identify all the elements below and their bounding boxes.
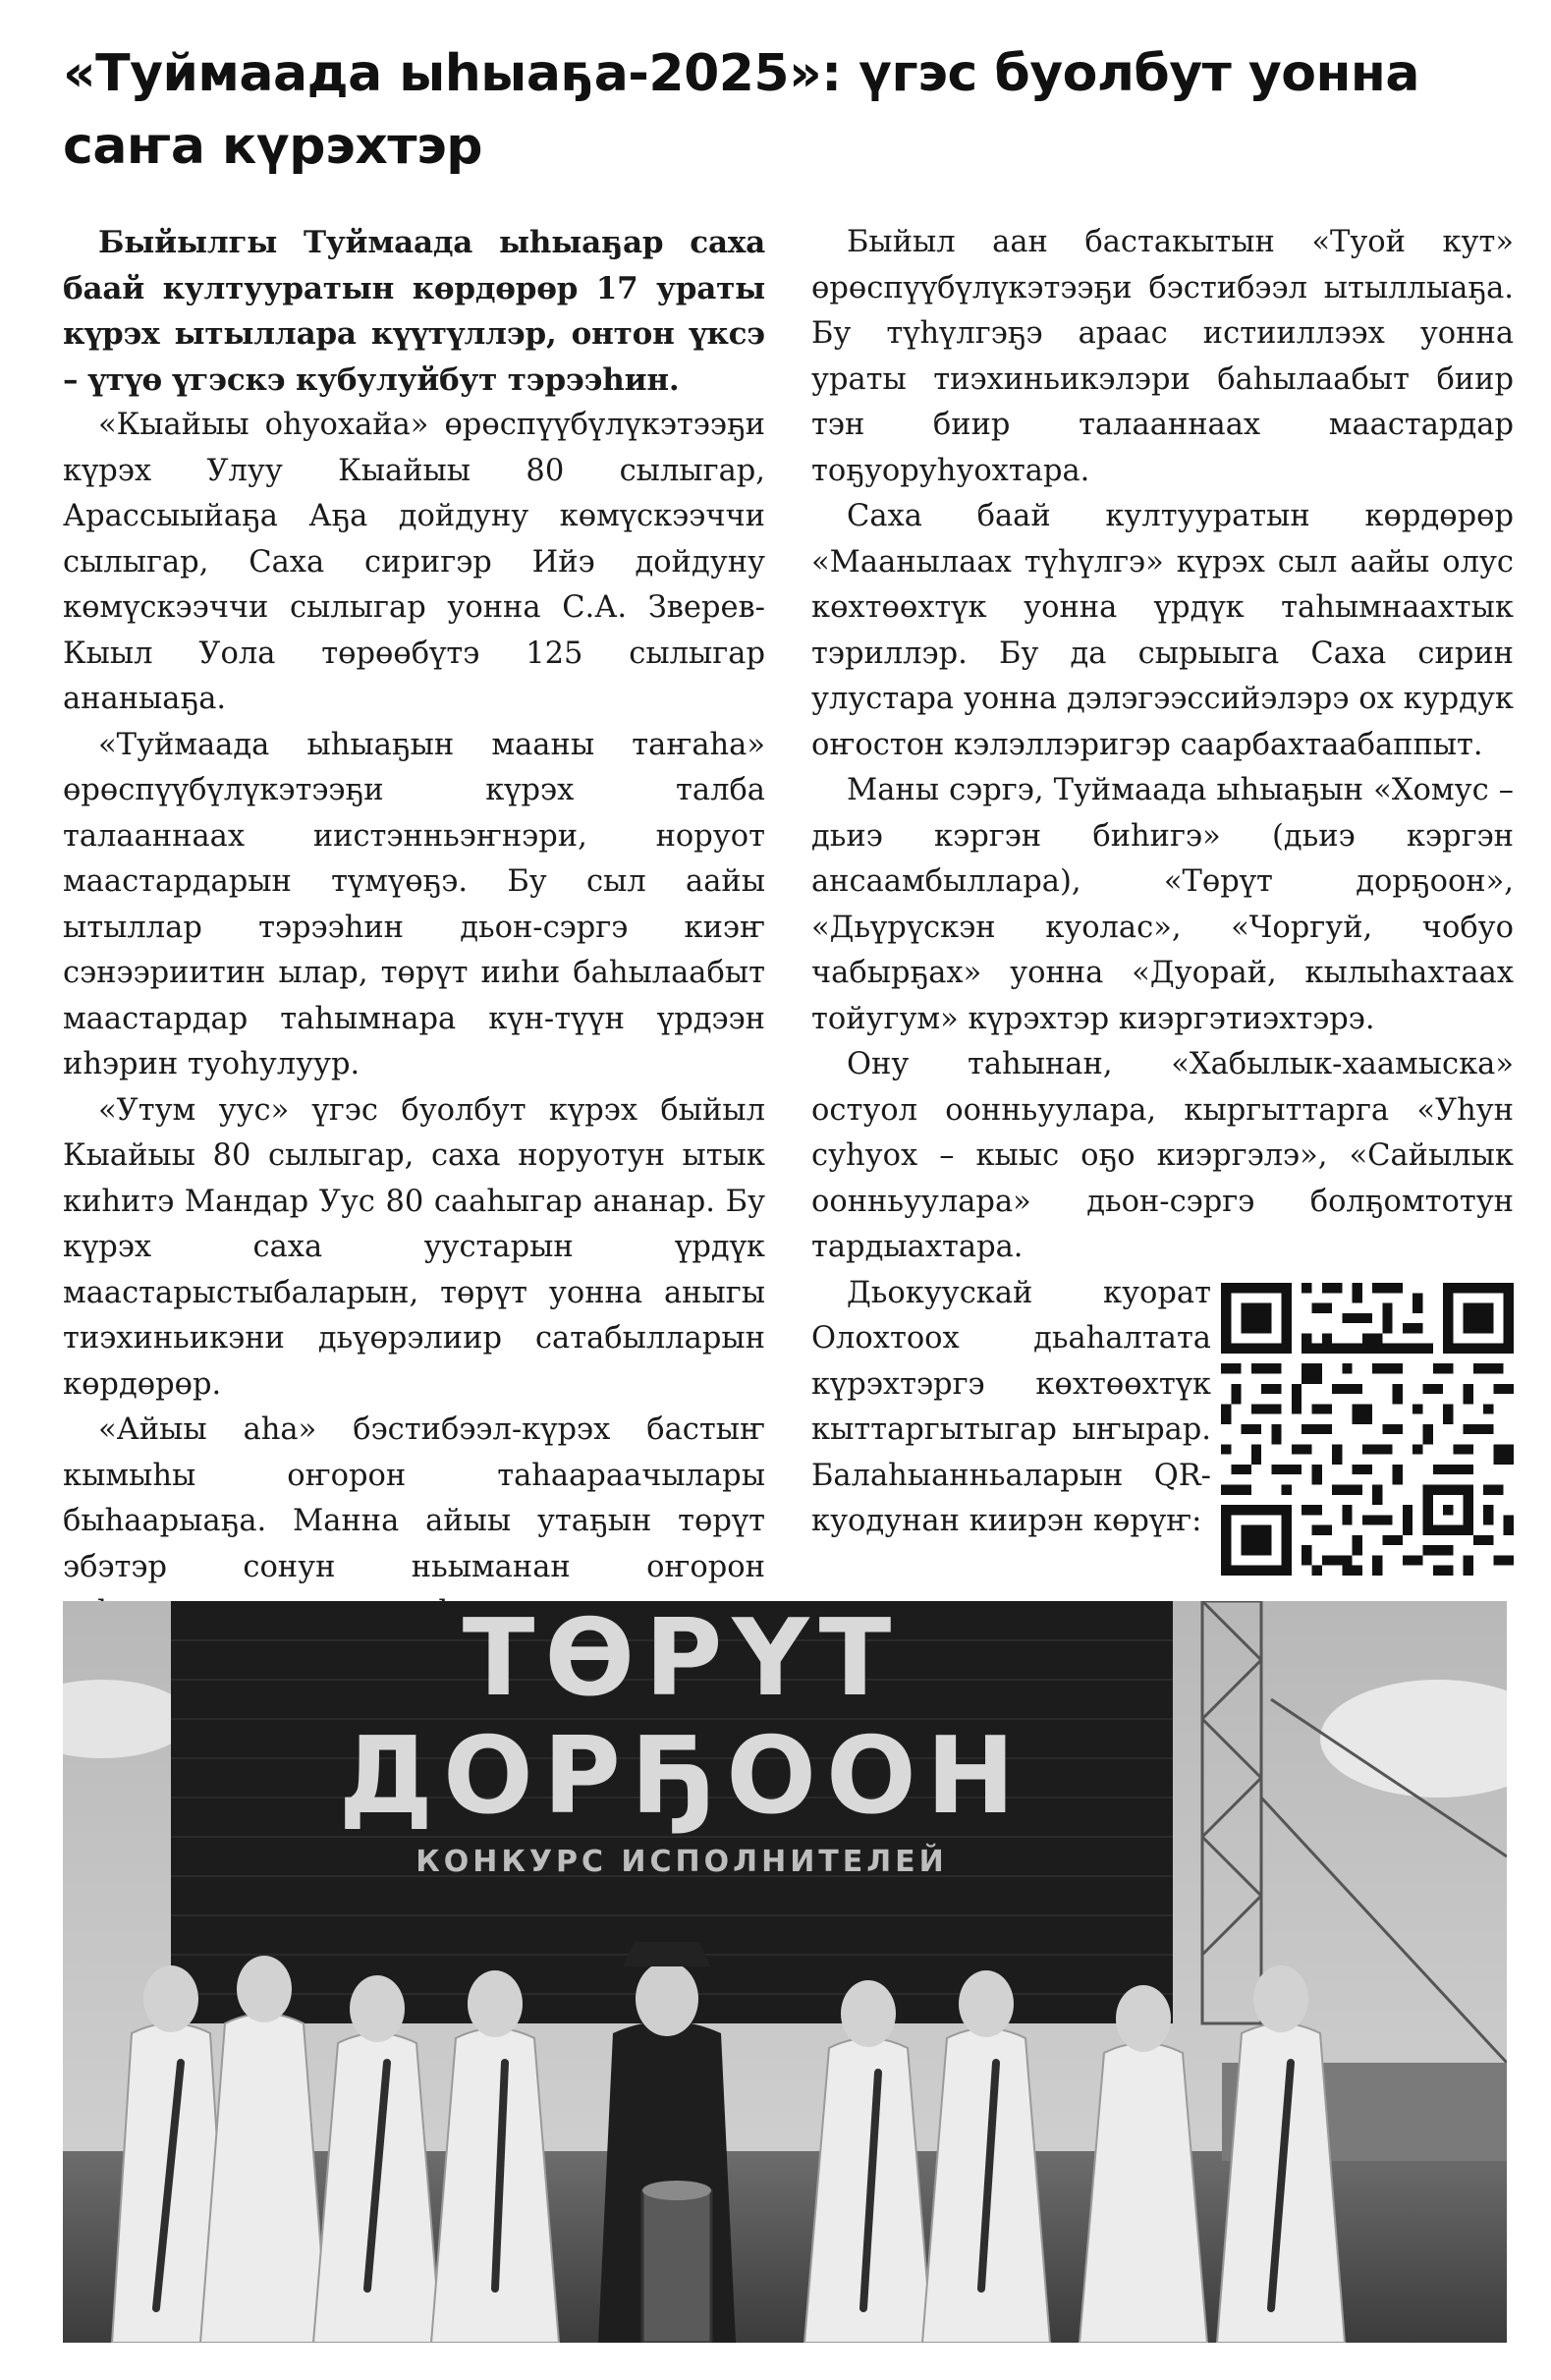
screen-subtitle: КОНКУРС ИСПОЛНИТЕЛЕЙ xyxy=(415,1845,948,1879)
paragraph-aiyy-aha: «Айыы аһа» бэстибээл-күрэх бастыҥ кымыһы оҥорон таһаараачылары быһаарыаҕа. Манна айыы утаҕын төрүт эбэтэр сонун ньыманан оҥорон xyxy=(63,1412,765,1584)
left-column xyxy=(63,220,765,1636)
article-lead: Быйылгы Туймаада ыһыаҕар саха баай култууратын көрдөрөр 17 ураты күрэх ытыллара күүтүллэр, онтон үксэ – үтүө үгэскэ кубулуйбут тэрээһин. xyxy=(63,225,765,398)
screen-title-line2: ДОРҔООН xyxy=(338,1715,1025,1838)
paragraph-khabylyk-games: Ону таһынан, «Хабылык-хаамыска» остуол оонньуулара, кыргыттарга «Уһун суһуох – кыыс оҕо киэргэлэ», «Сайылык оонньуулара» дьон-сэргэ болҕомтотун тардыахтара. xyxy=(811,1047,1514,1264)
paragraph-kyaiyy-ohuokhaia: «Кыайыы оһуохайа» өрөспүүбүлүкэтээҕи күрэх Улуу Кыайыы 80 сылыгар, Арассыыйаҕа Аҕа дойдуну көмүскээччи сылыгар, Саха сиригэр Ийэ дойдуну көмүскээччи сылыгар уонна С.А. Зверев-Кыыл Уола төрөөбүтэ 125 сылыгар ананыаҕа. xyxy=(63,408,765,716)
qr-block xyxy=(811,1271,1514,1576)
paragraph-maany-tangaha: «Туймаада ыһыаҕын мааны таҥаһа» өрөспүүбүлүкэтээҕи күрэх талба талааннаах иистэнньэҥнэри, норуот маастардарын түмүөҕэ. Бу сыл аайы ытыллар тэрээһин дьон-сэргэ киэҥ сэнээриитин ылар, төрүт ииһи баһылаабыт маастардар таһымнара күн-түүн үрдээн иһэрин туоһулуур. xyxy=(63,727,765,1081)
ensemble-photo xyxy=(63,1601,1507,2343)
qr-invitation-text: Дьокуускай куорат Олохтоох дьаһалтата күрэхтэргэ көхтөөхтүк кыттаргытыгар ыҥырар. Балаһыанньаларын QR-куодунан киирэн көрүҥ: xyxy=(811,1275,1211,1538)
paragraph-tuoi-kut: Быйыл аан бастакытын «Туой кут» өрөспүүбүлүкэтээҕи бэстибээл ытыллыаҕа. Бу түһүлгэҕэ араас истииллээх уонна ураты тиэхиньикэлэри баһылаабыт биир тэн биир талааннаах маастардар тоҕуоруһуохтара. xyxy=(811,225,1514,488)
qr-code-icon[interactable] xyxy=(1221,1283,1514,1576)
paragraph-khomus-contests: Маны сэргэ, Туймаада ыһыаҕын «Хомус – дьиэ кэргэн биһигэ» (дьиэ кэргэн ансаамбыллара), «Төрүт дорҕоон», «Дьүрүскэн куолас», «Чоргуй, чобуо чабырҕах» уонна «Дуорай, кылыһахтаах тойугум» күрэхтэр киэргэтиэхтэрэ. xyxy=(811,773,1514,1036)
right-column xyxy=(811,220,1514,1576)
paragraph-utum-uus: «Утум уус» үгэс буолбут күрэх быйыл Кыайыы 80 сылыгар, саха норуотун ытык киһитэ Мандар Уус 80 сааһыгар ананар. Бу күрэх саха уустарын үрдүк маастарыстыбаларын, төрүт уонна аныгы тиэхиньикэни дьүөрэлиир сатабылларын көрдөрөр. xyxy=(63,1092,765,1402)
screen-title-line1: ТӨРҮТ xyxy=(462,1601,902,1720)
article-headline: «Туймаада ыһыаҕа-2025»: үгэс буолбут уонна саҥа күрэхтэр xyxy=(63,44,1419,176)
paragraph-maanylaakh-tuhulge: Саха баай култууратын көрдөрөр «Маанылаах түһүлгэ» күрэх сыл аайы олус көхтөөхтүк уонна үрдүк таһымнаахтык тэриллэр. Бу да сырыыга Саха сирин улустара уонна дэлэгээссийэлэрэ ох курдук оҥостон кэлэллэригэр саарбахтаабаппыт. xyxy=(811,499,1514,762)
